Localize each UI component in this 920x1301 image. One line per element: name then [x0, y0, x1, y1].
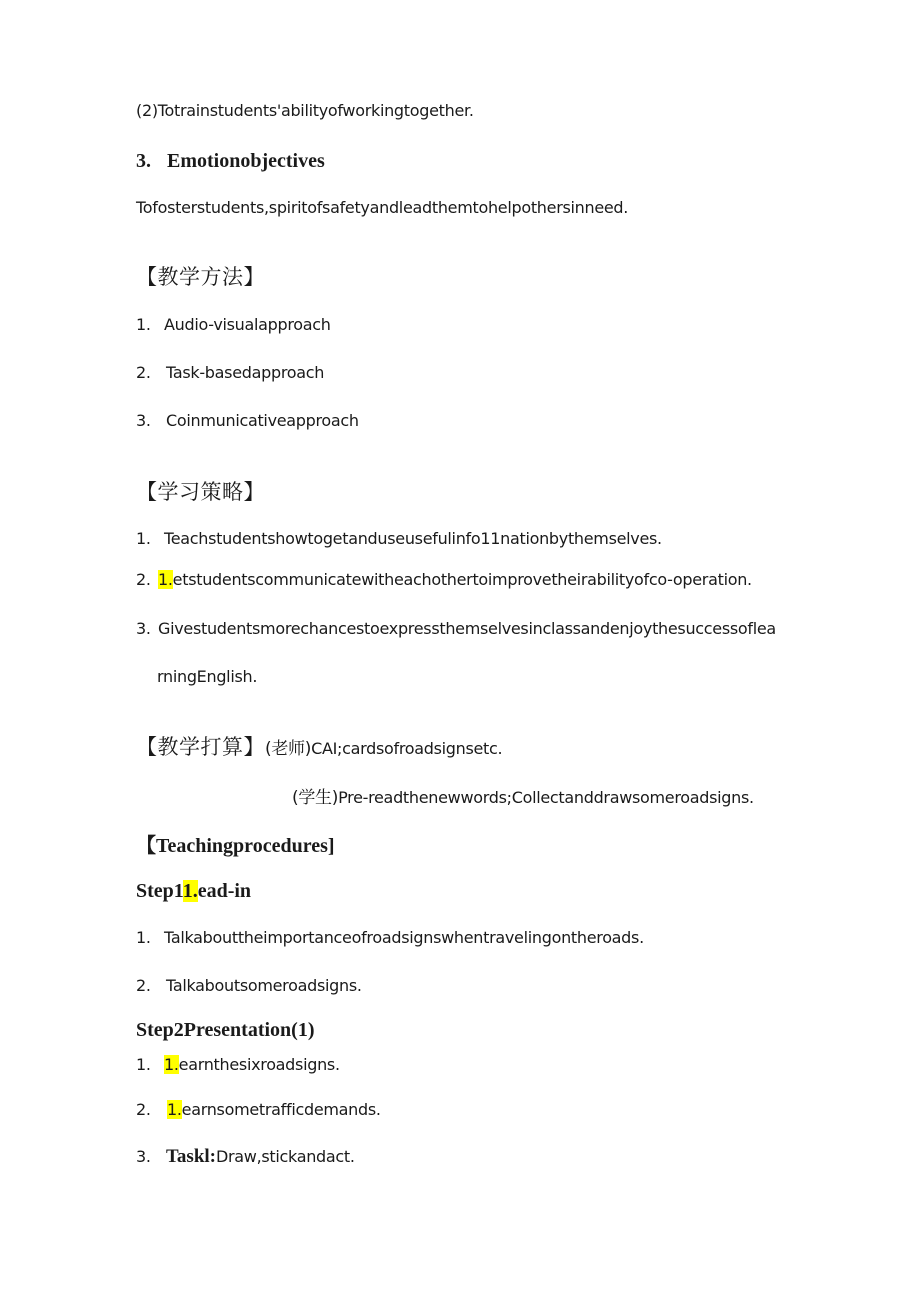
item-text: Draw,stickandact.: [216, 1147, 355, 1166]
highlighted-ocr-glyph: 1.: [164, 1055, 179, 1074]
item-number: 2.: [136, 363, 151, 382]
step1-heading: [136, 880, 251, 903]
emotion-objective-text: Tofosterstudents,spiritofsafetyandleadthemtohelpothersinneed.: [136, 198, 629, 217]
item-text: Task-basedapproach: [166, 363, 325, 382]
highlighted-ocr-glyph: 1.: [158, 570, 173, 589]
step2-item: [136, 1146, 355, 1168]
item-number: 3.: [136, 619, 151, 638]
step2-heading: Step2Presentation(1): [136, 1019, 315, 1041]
teaching-preparation-teacher: [136, 731, 502, 761]
item-text: Coinmunicativeapproach: [166, 411, 359, 430]
strategy-item: [136, 570, 752, 589]
heading-number: 3.: [136, 150, 151, 172]
learning-strategies-heading: 【学习策略】: [136, 480, 265, 504]
teacher-label: (老师): [265, 739, 312, 759]
item-number: 2.: [136, 570, 151, 589]
step1-item: [136, 928, 644, 947]
student-label: (学生): [292, 788, 339, 808]
item-number: 1.: [136, 928, 151, 947]
teacher-materials: CAI;cardsofroadsignsetc.: [311, 739, 503, 758]
teaching-preparation-student: [292, 783, 754, 808]
item-text: Talkabouttheimportanceofroadsignswhentravelingontheroads.: [164, 928, 644, 947]
item-text: Teachstudentshowtogetanduseusefulinfo11nationbythemselves.: [164, 529, 662, 548]
item-text: Givestudentsmorechancestoexpressthemselvesinclassandenjoythesuccessoflea: [158, 619, 776, 638]
item-number: 3.: [136, 1147, 151, 1166]
item-text: earnthesixroadsigns.: [178, 1055, 340, 1074]
item-text: Audio-visualapproach: [164, 315, 331, 334]
method-item: [136, 411, 359, 430]
heading-text: Emotionobjectives: [167, 150, 325, 172]
step2-item: [136, 1100, 381, 1119]
item-number: 3.: [136, 411, 151, 430]
item-text: earnsometrafficdemands.: [181, 1100, 381, 1119]
item-number: 1.: [136, 529, 151, 548]
item-text: etstudentscommunicatewitheachothertoimprovetheirabilityofco-operation.: [172, 570, 752, 589]
ability-objective-2: (2)Totrainstudents'abilityofworkingtogether.: [136, 101, 474, 120]
task-label: Taskl:: [166, 1146, 216, 1167]
emotion-objectives-heading: [136, 150, 325, 173]
teaching-methods-heading: 【教学方法】: [136, 265, 265, 289]
strategy-item: [136, 619, 776, 638]
highlighted-ocr-glyph: 1.: [182, 880, 198, 902]
teaching-procedures-heading: 【Teachingprocedures]: [136, 835, 335, 857]
item-number: 1.: [136, 315, 151, 334]
step1-item: [136, 976, 362, 995]
item-number: 2.: [136, 1100, 151, 1119]
step-label: Step1: [136, 880, 183, 902]
item-text: Talkaboutsomeroadsigns.: [166, 976, 362, 995]
student-materials: Pre-readthenewwords;Collectanddrawsomeroadsigns.: [338, 788, 754, 807]
preparation-heading: 【教学打算】: [136, 735, 265, 759]
highlighted-ocr-glyph: 1.: [167, 1100, 182, 1119]
item-number: 1.: [136, 1055, 151, 1074]
step2-item: [136, 1055, 340, 1074]
step-title: ead-in: [197, 880, 252, 902]
method-item: [136, 315, 331, 334]
strategy-item: [136, 529, 662, 548]
method-item: [136, 363, 324, 382]
strategy-item-continuation: rningEnglish.: [157, 667, 258, 686]
item-number: 2.: [136, 976, 151, 995]
